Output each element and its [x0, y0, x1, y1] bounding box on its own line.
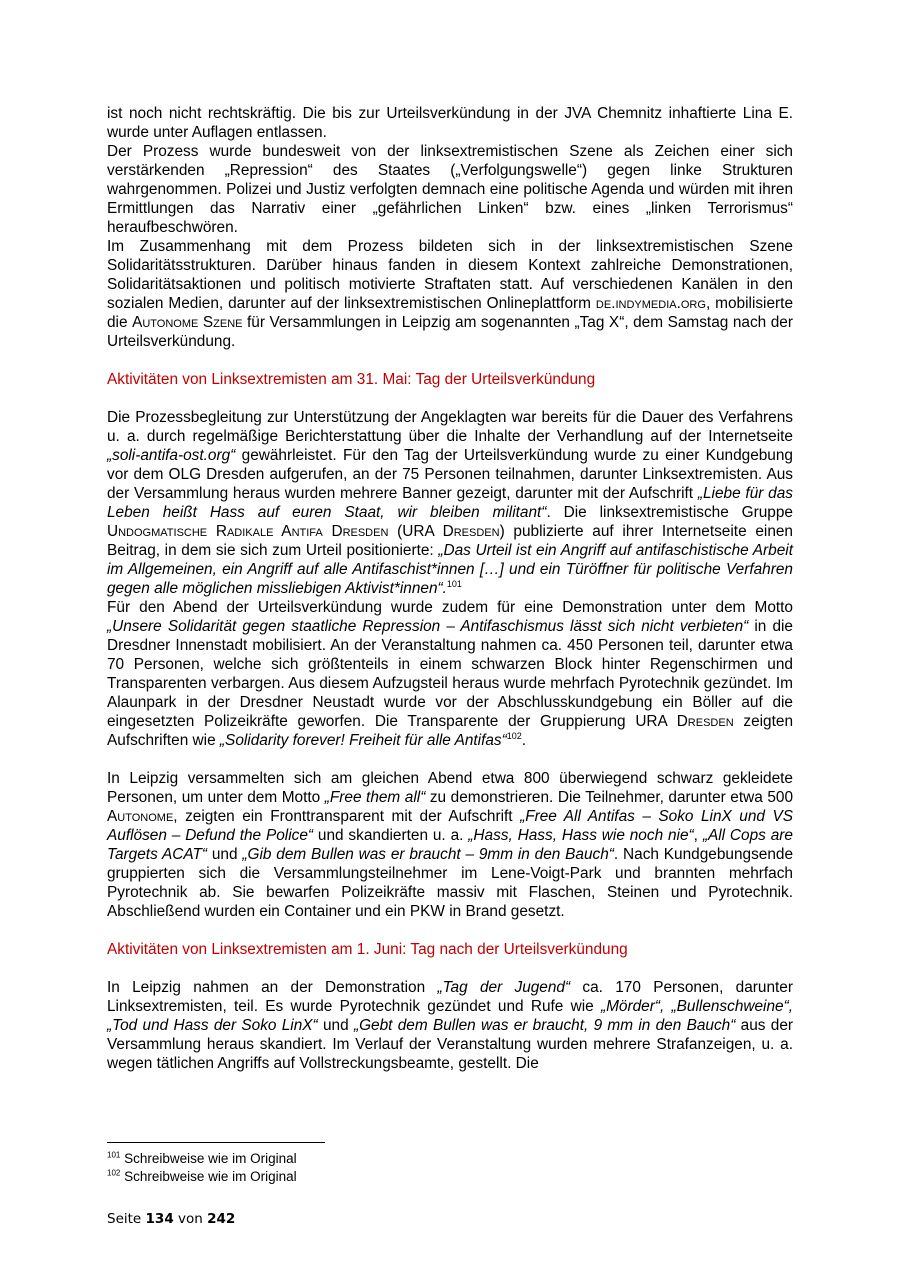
footnotes — [107, 1150, 793, 1186]
current-page: 134 — [145, 1211, 174, 1227]
banner-quote: „Liebe für das Leben heißt Hass auf euren Staat, wir bleiben militant“ — [107, 485, 793, 521]
page-number: Seite 134 von 242 — [107, 1211, 236, 1227]
section2-paragraph-1: In Leipzig nahmen an der Demonstration „Tag der Jugend“ ca. 170 Personen, darunter Linksextremisten, teil. Es wurde Pyrotechnik gezündet und Rufe wie „Mörder“, „Bullenschweine“, „Tod und Hass der Soko LinX“ und „Gebt dem Bullen was er braucht, 9 mm in den Bauch“ aus der Versammlung heraus skandiert. Im Verlauf der Veranstaltung wurden mehrere Strafanzeigen, u. a. wegen tätlichen Angriffs auf Vollstreckungsbeamte, gestellt. Die — [107, 979, 793, 1072]
chant-quote: „Hass, Hass, Hass wie noch nie“ — [468, 827, 694, 844]
chant-quote: „Gebt dem Bullen was er braucht, 9 mm in den Bauch“ — [353, 1017, 736, 1034]
website-name: „soli-antifa-ost.org“ — [107, 447, 236, 464]
section1-paragraph-3: In Leipzig versammelten sich am gleichen Abend etwa 800 überwiegend schwarz gekleidete Personen, um unter dem Motto „Free them all“ zu demonstrieren. Die Teilnehmer, darunter etwa 500 Autonome, zeigten ein Fronttransparent mit der Aufschrift „Free All Antifas – Soko LinX und VS Auflösen – Defund the Police“ und skandierten u. a. „Hass, Hass, Hass wie noch nie“, „All Cops are Targets ACAT“ und „Gib dem Bullen was er braucht – 9mm in den Bauch“. Nach Kundgebungsende gruppierten sich die Versammlungsteilnehmer im Lene-Voigt-Park und brannten mehrfach Pyrotechnik ab. Sie bewarfen Polizeikräfte massiv mit Flaschen, Steinen und Pyrotechnik. Abschließend wurden ein Container und ein PKW in Brand gesetzt. — [107, 770, 794, 920]
footnote-separator — [107, 1142, 325, 1143]
intro-paragraph-2: Der Prozess wurde bundesweit von der linksextremistischen Szene als Zeichen einer sich verstärkenden „Repression“ des Staates („Verfolgungswelle“) gegen linke Strukturen wahrgenommen. Polizei und Justiz verfolgten demnach eine politische Agenda und würden mit ihren Ermittlungen das Narrativ einer „gefährlichen Linken“ bzw. eines „linken Terrorismus“ heraufbeschwören. — [107, 143, 793, 236]
group-name: Autonome Szene — [132, 314, 243, 331]
statement-quote: „Das Urteil ist ein Angriff auf antifaschistische Arbeit im Allgemeinen, ein Angriff auf alle Antifaschist*innen […] und ein Türöffner für politische Verfahren gegen alle möglichen missliebigen Aktivist*innen“. — [107, 542, 793, 597]
total-pages: 242 — [207, 1211, 236, 1227]
footnote-102: $^{102}$ Schreibweise wie im Original — [107, 1168, 297, 1184]
demo-motto: „Free them all“ — [324, 789, 426, 806]
group-name: Autonome — [107, 808, 174, 825]
section-heading-may-31: Aktivitäten von Linksextremisten am 31. Mai: Tag der Urteilsverkündung — [107, 371, 596, 388]
banner-quote: „Free All Antifas – Soko LinX und VS Auflösen – Defund the Police“ — [107, 808, 793, 844]
section1-paragraph-2: Für den Abend der Urteilsverkündung wurde zudem für eine Demonstration unter dem Motto „Unsere Solidarität gegen staatliche Repression – Antifaschismus lässt sich nicht verbieten“ in die Dresdner Innenstadt mobilisiert. An der Veranstaltung nahmen ca. 450 Personen teil, darunter etwa 70 Personen, welche sich größtenteils in einem schwarzen Block hinter Regenschirmen und Transparenten verbargen. Aus diesem Aufzugsteil heraus wurde mehrfach Pyrotechnik gezündet. Im Alaunpark in der Dresdner Neustadt wurde vor der Abschlusskundgebung ein Böller auf die eingesetzten Polizeikräfte geworfen. Die Transparente der Gruppierung URA Dresden zeigten Aufschriften wie „Solidarity forever! Freiheit für alle Antifas“$^{102}$. — [107, 599, 794, 749]
demo-motto: „Unsere Solidarität gegen staatliche Repression – Antifaschismus lässt sich nicht verbieten“ — [107, 618, 749, 635]
document-body — [107, 104, 793, 1073]
chant-quote: „Gib dem Bullen was er braucht – 9mm in den Bauch“ — [242, 846, 614, 863]
slogan-quote: „Solidarity forever! Freiheit für alle Antifas“ — [219, 732, 507, 749]
group-name: Undogmatische Radikale Antifa Dresden — [107, 523, 389, 540]
footnote-ref-101: 101 — [446, 578, 462, 589]
footnote-ref-102: 102 — [506, 730, 522, 741]
section1-paragraph-1: Die Prozessbegleitung zur Unterstützung der Angeklagten war bereits für die Dauer des Verfahrens u. a. durch regelmäßige Berichterstattung über die Inhalte der Verhandlung auf der Internetseite „soli-antifa-ost.org“ gewährleistet. Für den Tag der Urteilsverkündung wurde zu einer Kundgebung vor dem OLG Dresden aufgerufen, an der 75 Personen teilnahmen, darunter Linksextremisten. Aus der Versammlung heraus wurden mehrere Banner gezeigt, darunter mit der Aufschrift „Liebe für das Leben heißt Hass auf euren Staat, wir bleiben militant“. Die linksextremistische Gruppe Undogmatische Radikale Antifa Dresden (URA Dresden) publizierte auf ihrer Internetseite einen Beitrag, in dem sie sich zum Urteil positionierte: „Das Urteil ist ein Angriff auf antifaschistische Arbeit im Allgemeinen, ein Angriff auf alle Antifaschist*innen […] und ein Türöffner für politische Verfahren gegen alle möglichen missliebigen Aktivist*innen“.$^{101}$ — [107, 409, 793, 597]
chant-quote: „Mörder“, „Bullenschweine“, „Tod und Hass der Soko LinX“ — [107, 998, 793, 1034]
section-heading-june-1: Aktivitäten von Linksextremisten am 1. Juni: Tag nach der Urteilsverkündung — [107, 941, 628, 958]
intro-paragraph-1: ist noch nicht rechtskräftig. Die bis zur Urteilsverkündung in der JVA Chemnitz inhaftierte Lina E. wurde unter Auflagen entlassen. — [107, 105, 793, 141]
event-name: „Tag der Jugend“ — [437, 979, 571, 996]
platform-name: de.indymedia.org — [595, 295, 706, 312]
chant-quote: „All Cops are Targets ACAT“ — [107, 827, 793, 863]
intro-paragraph-3: Im Zusammenhang mit dem Prozess bildeten sich in der linksextremistischen Szene Solidaritätsstrukturen. Darüber hinaus fanden in diesem Kontext zahlreiche Demonstrationen, Solidaritätsaktionen und politisch motivierte Straftaten statt. Auf verschiedenen Kanälen in den sozialen Medien, darunter auf der linksextremistischen Onlineplattform de.indymedia.org, mobilisierte die Autonome Szene für Versammlungen in Leipzig am sogenannten „Tag X“, dem Samstag nach der Urteilsverkündung. — [107, 238, 793, 350]
footnote-101: $^{101}$ Schreibweise wie im Original — [107, 1150, 297, 1166]
